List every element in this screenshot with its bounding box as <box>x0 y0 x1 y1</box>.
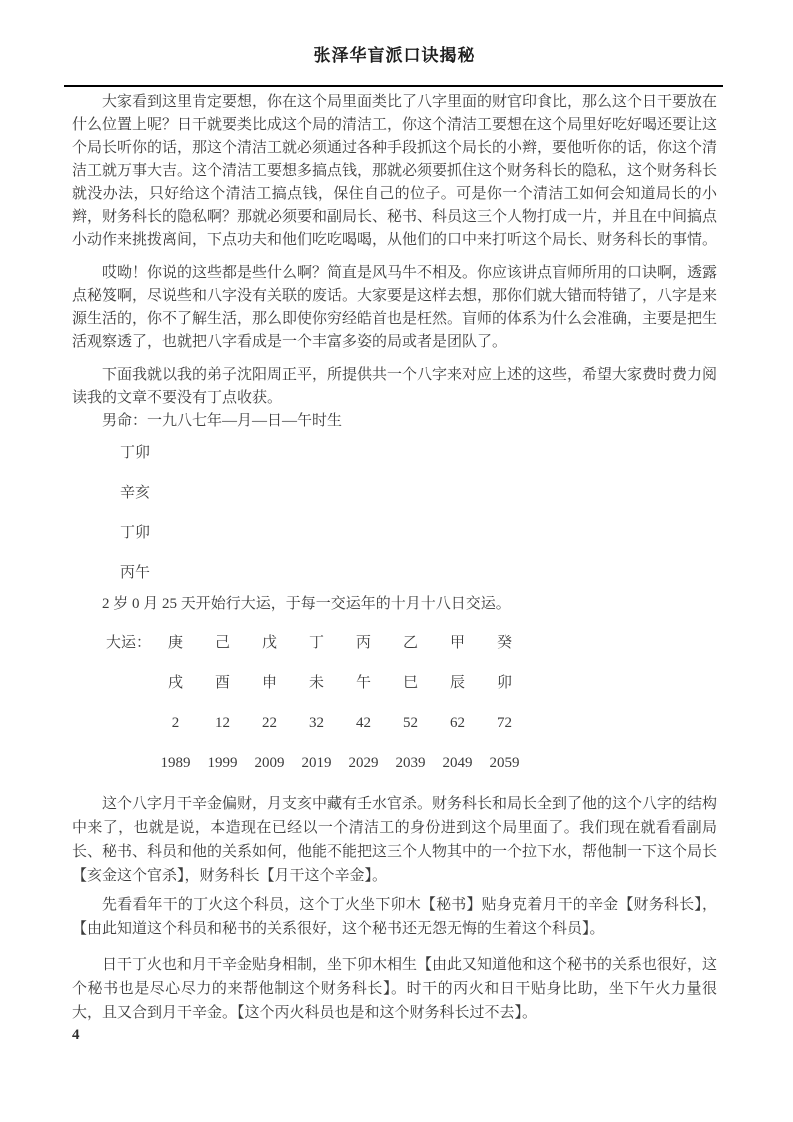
dayun-stem: 癸 <box>496 635 512 651</box>
analysis-paragraph-1: 这个八字月干辛金偏财，月支亥中藏有壬水官杀。财务科长和局长全到了他的这个八字的结构中来了，也就是说，本造现在已经以一个清洁工的身份进到这个局里面了。我们现在就看看副局长、秘书、科员和他的关系如何，他能不能把这三个人物其中的一个拉下水，帮他制一下这个局长【亥金这个官杀】，财务科长【月干这个辛金】。 <box>72 796 718 884</box>
dayun-branch: 巳 <box>402 675 418 691</box>
dayun-stem: 丙 <box>355 635 371 651</box>
title-divider <box>64 85 723 87</box>
luck-start-line: 2 岁 0 月 25 天开始行大运，于每一交运年的十月十八日交运。 <box>102 596 511 612</box>
dayun-years-row <box>106 743 717 783</box>
analysis-paragraph-2: 先看看年干的丁火这个科员，这个丁火坐下卯木【秘书】贴身克着月干的辛金【财务科长】，【由此知道这个科员和秘书的关系很好，这个秘书还无怨无悔的生着这个科员】。 <box>72 897 717 937</box>
dayun-age: 72 <box>497 715 512 731</box>
dayun-branch: 午 <box>355 675 371 691</box>
dayun-stem: 己 <box>214 635 230 651</box>
dayun-branch: 戌 <box>167 675 183 691</box>
dayun-stem: 丁 <box>308 635 324 651</box>
dayun-year: 2009 <box>254 755 285 771</box>
intro-paragraph-3: 下面我就以我的弟子沈阳周正平，所提供共一个八字来对应上述的这些，希望大家费时费力阅读我的文章不要没有丁点收获。 <box>72 367 718 406</box>
dayun-branch: 申 <box>261 675 277 691</box>
analysis-paragraph-3: 日干丁火也和月干辛金贴身相制，坐下卯木相生【由此又知道他和这个秘书的关系也很好，这个秘书也是尽心尽力的来帮他制这个财务科长】。时干的丙火和日干贴身比助，坐下午火力量很大，且又合到月干辛金。【这个丙火科员也是和这个财务科长过不去】。 <box>72 957 718 1021</box>
dayun-stem: 甲 <box>449 635 465 651</box>
pillar-hour: 丙午 <box>120 565 151 581</box>
dayun-age: 12 <box>215 715 230 731</box>
dayun-age: 2 <box>171 715 180 731</box>
dayun-year: 2019 <box>301 755 332 771</box>
dayun-row-spacer <box>106 743 152 783</box>
dayun-age: 62 <box>450 715 465 731</box>
page-number: 4 <box>72 1027 80 1043</box>
dayun-age: 22 <box>262 715 277 731</box>
dayun-year: 1999 <box>207 755 238 771</box>
dayun-year: 2039 <box>395 755 426 771</box>
pillar-year: 丁卯 <box>120 445 151 461</box>
dayun-branch: 未 <box>308 675 324 691</box>
document-title: 张泽华盲派口诀揭秘 <box>313 46 476 65</box>
pillar-month: 辛亥 <box>120 485 151 501</box>
dayun-row-spacer <box>106 663 152 703</box>
dayun-year: 1989 <box>160 755 191 771</box>
dayun-age: 42 <box>356 715 371 731</box>
male-birth-line: 男命：一九八七年—月—日—午时生 <box>102 413 343 429</box>
dayun-stem: 庚 <box>167 635 183 651</box>
dayun-stem: 乙 <box>402 635 418 651</box>
dayun-table <box>72 623 717 783</box>
dayun-branches-row <box>106 663 717 703</box>
intro-paragraph-2: 哎呦！你说的这些都是些什么啊？简直是风马牛不相及。你应该讲点盲师所用的口诀啊，透露点秘笈啊，尽说些和八字没有关联的废话。大家要是这样去想，那你们就大错而特错了，八字是来源生活的，你不了解生活，那么即使你穷经皓首也是枉然。盲师的体系为什么会准确，主要是把生活观察透了，也就把八字看成是一个丰富多姿的局或者是团队了。 <box>72 265 718 350</box>
four-pillars-list <box>120 433 717 593</box>
dayun-year: 2059 <box>489 755 520 771</box>
dayun-stems-row <box>106 623 717 663</box>
dayun-row-spacer <box>106 703 152 743</box>
dayun-stem: 戊 <box>261 635 277 651</box>
pillar-day: 丁卯 <box>120 525 151 541</box>
dayun-year: 2029 <box>348 755 379 771</box>
dayun-ages-row <box>106 703 717 743</box>
dayun-branch: 酉 <box>214 675 230 691</box>
dayun-age: 32 <box>309 715 324 731</box>
intro-paragraph-1: 大家看到这里肯定要想，你在这个局里面类比了八字里面的财官印食比，那么这个日干要放在什么位置上呢？日干就要类比成这个局的清洁工，你这个清洁工要想在这个局里好吃好喝还要让这个局长听你的话，那这个清洁工就必须通过各种手段抓这个局长的小辫，要他听你的话，你这个清洁工就万事大吉。这个清洁工要想多搞点钱，那就必须要抓住这个财务科长的隐私，这个财务科长就没办法，只好给这个清洁工搞点钱，保住自己的位子。可是你一个清洁工如何会知道局长的小辫，财务科长的隐私啊？那就必须要和副局长、秘书、科员这三个人物打成一片，并且在中间搞点小动作来挑拨离间，下点功夫和他们吃吃喝喝，从他们的口中来打听这个局长、财务科长的事情。 <box>72 94 718 248</box>
dayun-label: 大运： <box>106 635 152 651</box>
dayun-year: 2049 <box>442 755 473 771</box>
dayun-branch: 辰 <box>449 675 465 691</box>
dayun-branch: 卯 <box>496 675 512 691</box>
dayun-age: 52 <box>403 715 418 731</box>
